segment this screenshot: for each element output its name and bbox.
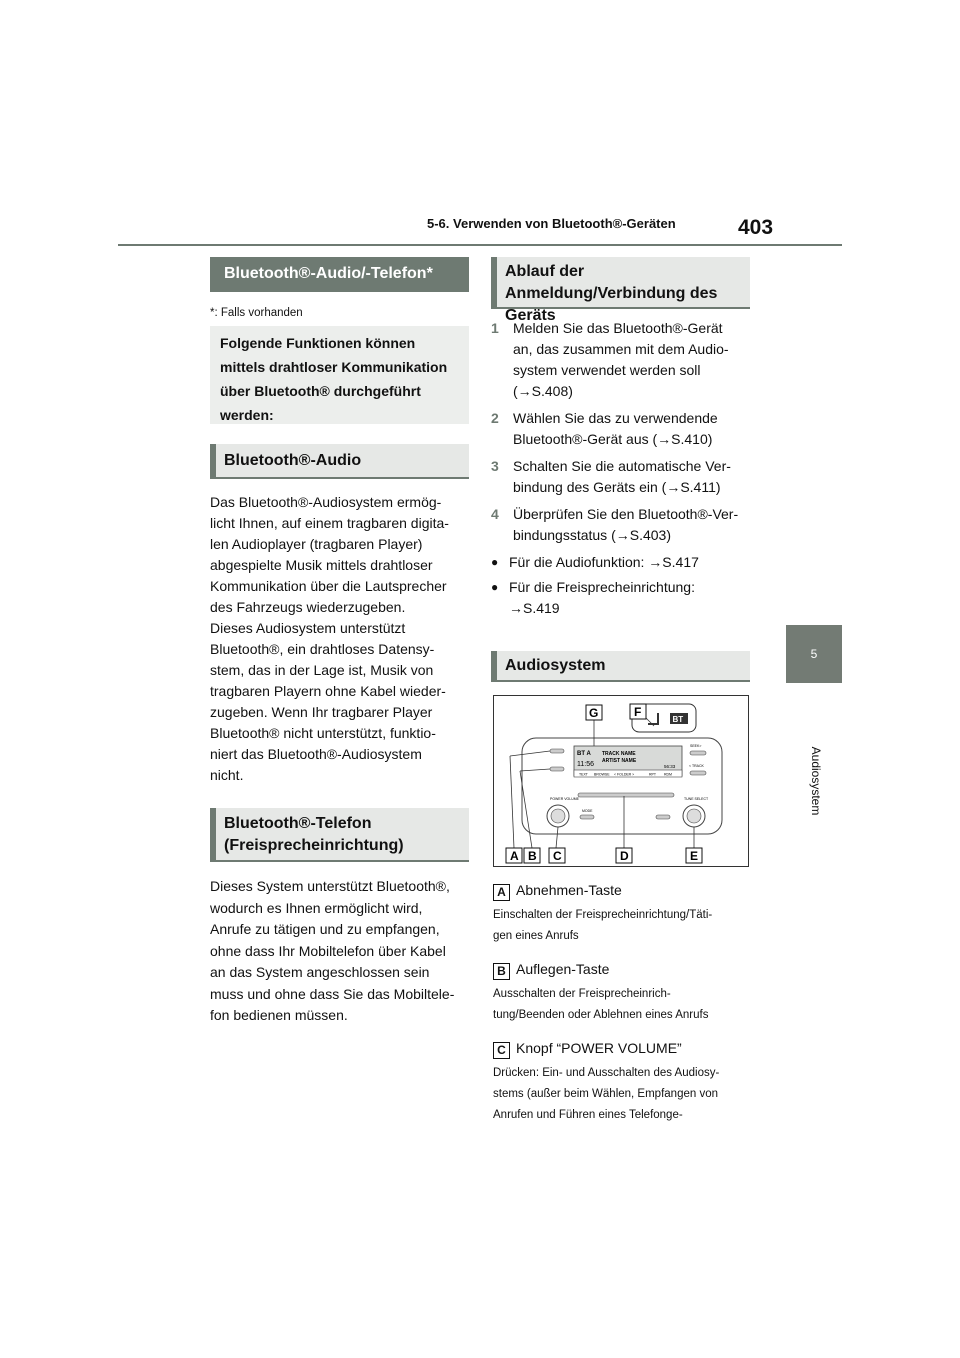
text-line: len Audioplayer (tragbaren Player) [210,536,423,552]
label-seek: SEEK> [690,744,702,748]
step-item: 1 Melden Sie das Bluetooth®-Gerät an, das zusammen mit dem Audio- system verwendet werden soll (→S.408) [491,320,729,399]
label-power: POWER VOLUME [550,797,579,801]
letter-box: B [493,963,510,980]
letter-box: C [493,1042,510,1059]
legend-item-title: A Abnehmen-Taste [493,880,753,901]
callout-a: A [510,849,519,863]
steps-list [491,318,753,619]
bullet-item: ● Für die Freisprecheinrichtung: →S.419 [491,577,753,619]
text-line: des Fahrzeugs wiederzugeben. [210,599,406,615]
heading-bluetooth-audio-telefon: Bluetooth®-Audio/-Telefon* [210,257,469,292]
page-number: 403 [738,216,774,239]
screen-elapsed: 56:33 [664,764,676,769]
text-line: fon bedienen müssen. [210,1007,348,1023]
hangup-button [550,767,564,771]
callout-e: E [690,849,699,863]
callout-d: D [620,849,629,863]
text-line: Kommunikation über die Lautsprecher [210,578,447,594]
text-line: Dieses System unterstützt Bluetooth®, [210,878,450,894]
legend-list [493,880,753,1126]
softkey-rpt: RPT [649,772,656,777]
pickup-button [550,749,564,753]
info-box-text: Folgende Funktionen können mittels drahtloser Kommunikation über Bluetooth® durchgeführt werden: [220,335,448,423]
text-line: abgespielte Musik mittels drahtloser [210,557,433,573]
brightness-button [656,815,670,819]
seek-button [690,751,706,755]
legend-desc: Ausschalten der Freisprecheinrich- [493,988,671,1000]
audio-unit-drawing [494,696,748,866]
bullet-item: ● Für die Audiofunktion: →S.417 [491,552,753,573]
screen-artist: ARTIST NAME [602,758,637,764]
footnote: *: Falls vorhanden [210,307,303,319]
audio-unit-figure [493,695,749,867]
callout-c: C [553,849,562,863]
step-item: 2 Wählen Sie das zu verwendende Bluetooth®-Gerät aus (→S.410) [491,410,718,447]
text-line: Bluetooth® nicht unterstützt, funktio- [210,725,436,741]
text-line: stem, das in der Lage ist, Musik von [210,662,434,678]
header-rule [118,244,842,246]
label-mode: MODE [582,809,593,813]
section-header: 5-6. Verwenden von Bluetooth®-Geräten [427,216,676,231]
legend-item-title: B Auflegen-Taste [493,959,753,980]
heading-ablauf: Ablauf der Anmeldung/Verbindung des Geräts [491,257,750,309]
text-line: an das System angeschlossen sein [210,964,430,980]
text-line: zugeben. Wenn Ihr tragbarer Player [210,704,433,720]
bullet-icon: ● [491,555,499,569]
chapter-tab: 5 [786,625,842,683]
callout-g: G [589,706,599,720]
heading-bluetooth-audio: Bluetooth®-Audio [210,444,469,479]
letter-box: A [493,884,510,901]
text-line: ohne dass Ihr Mobiltelefon über Kabel [210,942,446,959]
chapter-label: Audiosystem [809,746,823,816]
text-line: Dieses Audiosystem unterstützt [210,620,406,636]
text-line: Das Bluetooth®-Audiosystem ermög- [210,494,442,510]
bt-badge: BT [672,715,684,724]
label-tune: TUNE SELECT [684,797,709,801]
step-item: 3 Schalten Sie die automatische Ver- bindung des Geräts ein (→S.411) [491,458,731,495]
legend-desc: Einschalten der Freisprecheinrichtung/Täti- [493,909,713,921]
softkey-rdm: RDM [664,772,672,777]
text-line: licht Ihnen, auf einem tragbaren digita- [210,515,449,531]
step-item: 4 Überprüfen Sie den Bluetooth®-Ver- bindungsstatus (→S.403) [491,506,739,543]
softkey-browse: BROWSE [594,772,610,777]
softkey-folder: < FOLDER > [614,772,635,777]
legend-desc: gen eines Anrufs [493,930,579,942]
text-line: nicht. [210,767,244,783]
text-line: niert das Bluetooth®-Audiosystem [210,746,422,762]
text-line: wodurch es Ihnen ermöglicht wird, [210,899,423,916]
mode-button [580,815,594,819]
screen-time: 11:56 [577,761,594,768]
audio-text [210,492,470,786]
info-box [210,326,469,424]
track-button [690,771,706,775]
legend-desc: Drücken: Ein- und Ausschalten des Audiosy- [493,1067,720,1079]
softkey-text: TEXT [579,772,588,777]
label-track: < TRACK [689,764,704,768]
legend-item-title: C Knopf “POWER VOLUME” [493,1038,753,1059]
disc-slot [578,793,674,797]
legend-desc: tung/Beenden oder Ablehnen eines Anrufs [493,1009,709,1021]
screen-track: TRACK NAME [602,751,636,757]
bullet-icon: ● [491,580,499,594]
legend-desc: Anrufen und Führen eines Telefonge- [493,1109,683,1121]
text-line: muss und ohne dass Sie das Mobiltele- [210,985,455,1002]
text-line: Bluetooth®, ein drahtloses Datensy- [210,641,435,657]
heading-bluetooth-telefon: Bluetooth®-Telefon (Freisprecheinrichtung) [210,808,469,862]
heading-audiosystem: Audiosystem [491,651,750,682]
screen-source: BT A [577,751,591,757]
legend-desc: stems (außer beim Wählen, Empfangen von [493,1088,718,1100]
callout-f: F [634,705,642,719]
text-line: tragbaren Playern ohne Kabel wieder- [210,683,446,699]
callout-b: B [528,849,537,863]
text-line: Anrufe zu tätigen und zu empfangen, [210,921,440,937]
phone-text [210,876,470,1027]
